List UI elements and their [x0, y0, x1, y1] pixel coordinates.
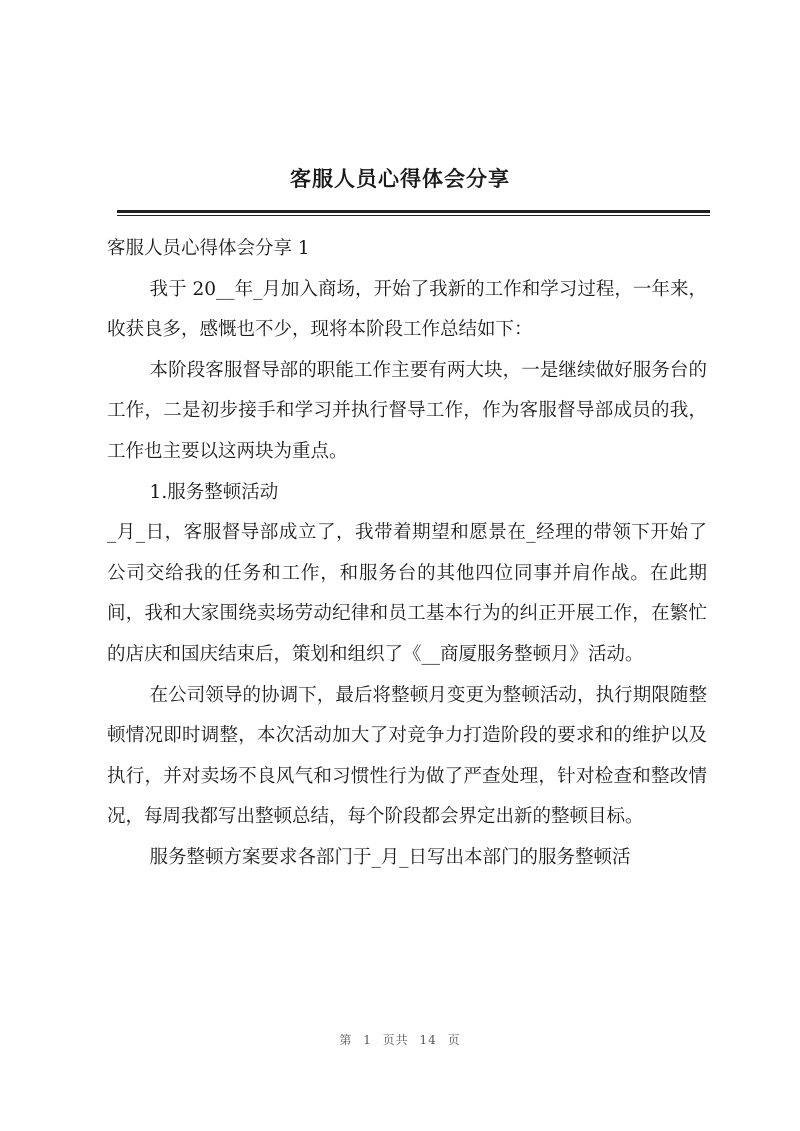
paragraph: 我于 20__年_月加入商场，开始了我新的工作和学习过程，一年来，收获良多，感慨也不少，现将本阶段工作总结如下：	[107, 278, 707, 341]
paragraph: 在公司领导的协调下，最后将整顿月变更为整顿活动，执行期限随整顿情况即时调整，本次活动加大了对竞争力打造阶段的要求和的维护以及执行，并对卖场不良风气和习惯性行为做了严查处理，针对检查和整改情况，每周我都写出整顿总结，每个阶段都会界定出新的整顿目标。	[107, 684, 707, 828]
title-divider-thin	[117, 215, 710, 216]
paragraph: 本阶段客服督导部的职能工作主要有两大块，一是继续做好服务台的工作，二是初步接手和学习并执行督导工作，作为客服督导部成员的我，工作也主要以这两块为重点。	[107, 359, 707, 462]
subsection-heading: 1.服务整顿活动	[149, 481, 279, 503]
section-heading: 客服人员心得体会分享 1	[107, 238, 310, 259]
document-body	[107, 229, 707, 879]
page-footer: 第 1 页共 14 页	[339, 1033, 461, 1047]
page-title: 客服人员心得体会分享	[290, 167, 510, 191]
paragraph: _月_日，客服督导部成立了，我带着期望和愿景在_经理的带领下开始了公司交给我的任务和工作，和服务台的其他四位同事并肩作战。在此期间，我和大家围绕卖场劳动纪律和员工基本行为的纠正开展工作，在繁忙的店庆和国庆结束后，策划和组织了《__商厦服务整顿月》活动。	[107, 522, 707, 665]
paragraph: 服务整顿方案要求各部门于_月_日写出本部门的服务整顿活	[149, 846, 631, 868]
title-divider-thick	[117, 210, 710, 213]
